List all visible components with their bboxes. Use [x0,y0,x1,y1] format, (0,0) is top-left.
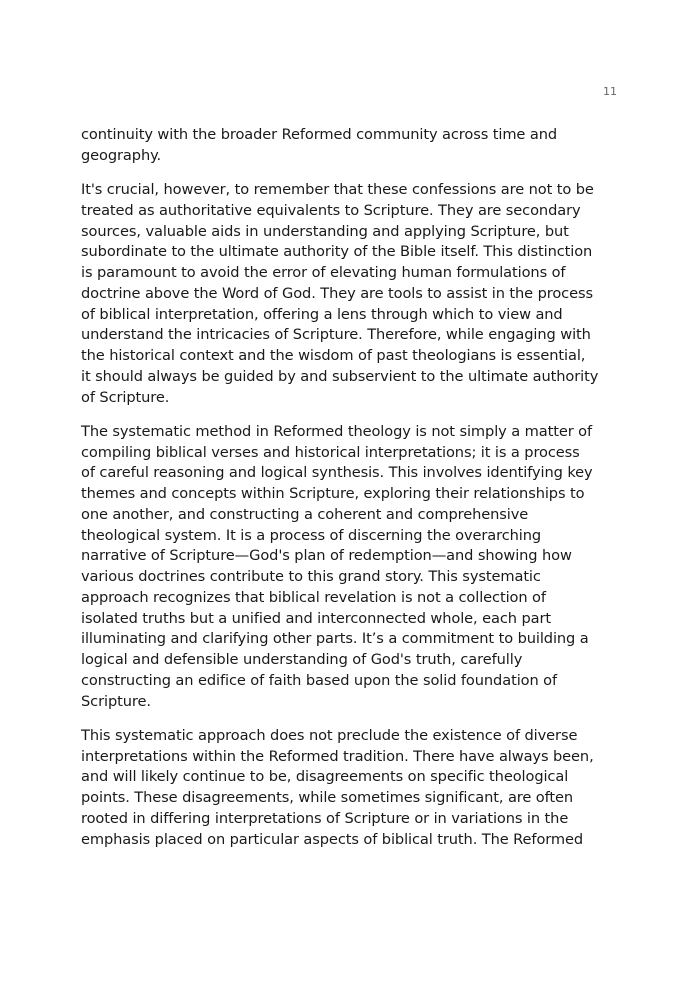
text-line: themes and concepts within Scripture, exploring their relationships to [81,485,585,502]
text-line: illuminating and clarifying other parts. It’s a commitment to building a [81,630,589,648]
text-line: is paramount to avoid the error of elevating human formulations of [81,264,566,281]
text-line: interpretations within the Reformed tradition. There have always been, [81,747,594,765]
text-line: narrative of Scripture—God's plan of redemption—and showing how [81,547,572,565]
text-line: understand the intricacies of Scripture. Therefore, while engaging with [81,326,591,344]
text-line: one another, and constructing a coherent and comprehensive [81,505,529,523]
text-line: of biblical interpretation, offering a lens through which to view and [81,305,563,323]
text-line: of Scripture. [81,388,170,406]
text-line: points. These disagreements, while sometimes significant, are often [81,789,574,806]
text-line: of careful reasoning and logical synthesis. This involves identifying key [81,464,593,482]
text-line: subordinate to the ultimate authority of the Bible itself. This distinction [81,243,593,261]
text-line: compiling biblical verses and historical interpretations; it is a process [81,443,580,461]
text-line: constructing an edifice of faith based upon the solid foundation of [81,671,558,689]
text-line: sources, valuable aids in understanding and applying Scripture, but [81,222,569,240]
body-text [81,125,621,864]
text-line: This systematic approach does not preclude the existence of diverse [81,726,578,744]
text-line: rooted in differing interpretations of Scripture or in variations in the [81,809,569,827]
text-line: It's crucial, however, to remember that these confessions are not to be [81,181,594,198]
text-line: emphasis placed on particular aspects of biblical truth. The Reformed [81,830,584,848]
text-line: doctrine above the Word of God. They are tools to assist in the process [81,284,593,302]
paragraph [81,180,621,408]
text-line: it should always be guided by and subservient to the ultimate authority [81,367,599,385]
text-line: approach recognizes that biblical revelation is not a collection of [81,588,546,606]
text-line: the historical context and the wisdom of past theologians is essential, [81,347,586,364]
text-line: treated as authoritative equivalents to Scripture. They are secondary [81,201,581,219]
paragraph [81,726,621,851]
text-line: and will likely continue to be, disagreements on specific theological [81,768,569,786]
text-line: Scripture. [81,692,151,710]
text-line: The systematic method in Reformed theology is not simply a matter of [81,422,593,440]
paragraph [81,125,621,167]
text-line: logical and defensible understanding of God's truth, carefully [81,651,523,668]
paragraph [81,422,621,713]
text-line: various doctrines contribute to this grand story. This systematic [81,568,541,585]
text-line: isolated truths but a unified and interconnected whole, each part [81,609,551,627]
text-line: geography. [81,146,162,164]
page-number: 11 [603,85,617,98]
text-line: theological system. It is a process of discerning the overarching [81,526,542,544]
text-line: continuity with the broader Reformed community across time and [81,126,558,143]
